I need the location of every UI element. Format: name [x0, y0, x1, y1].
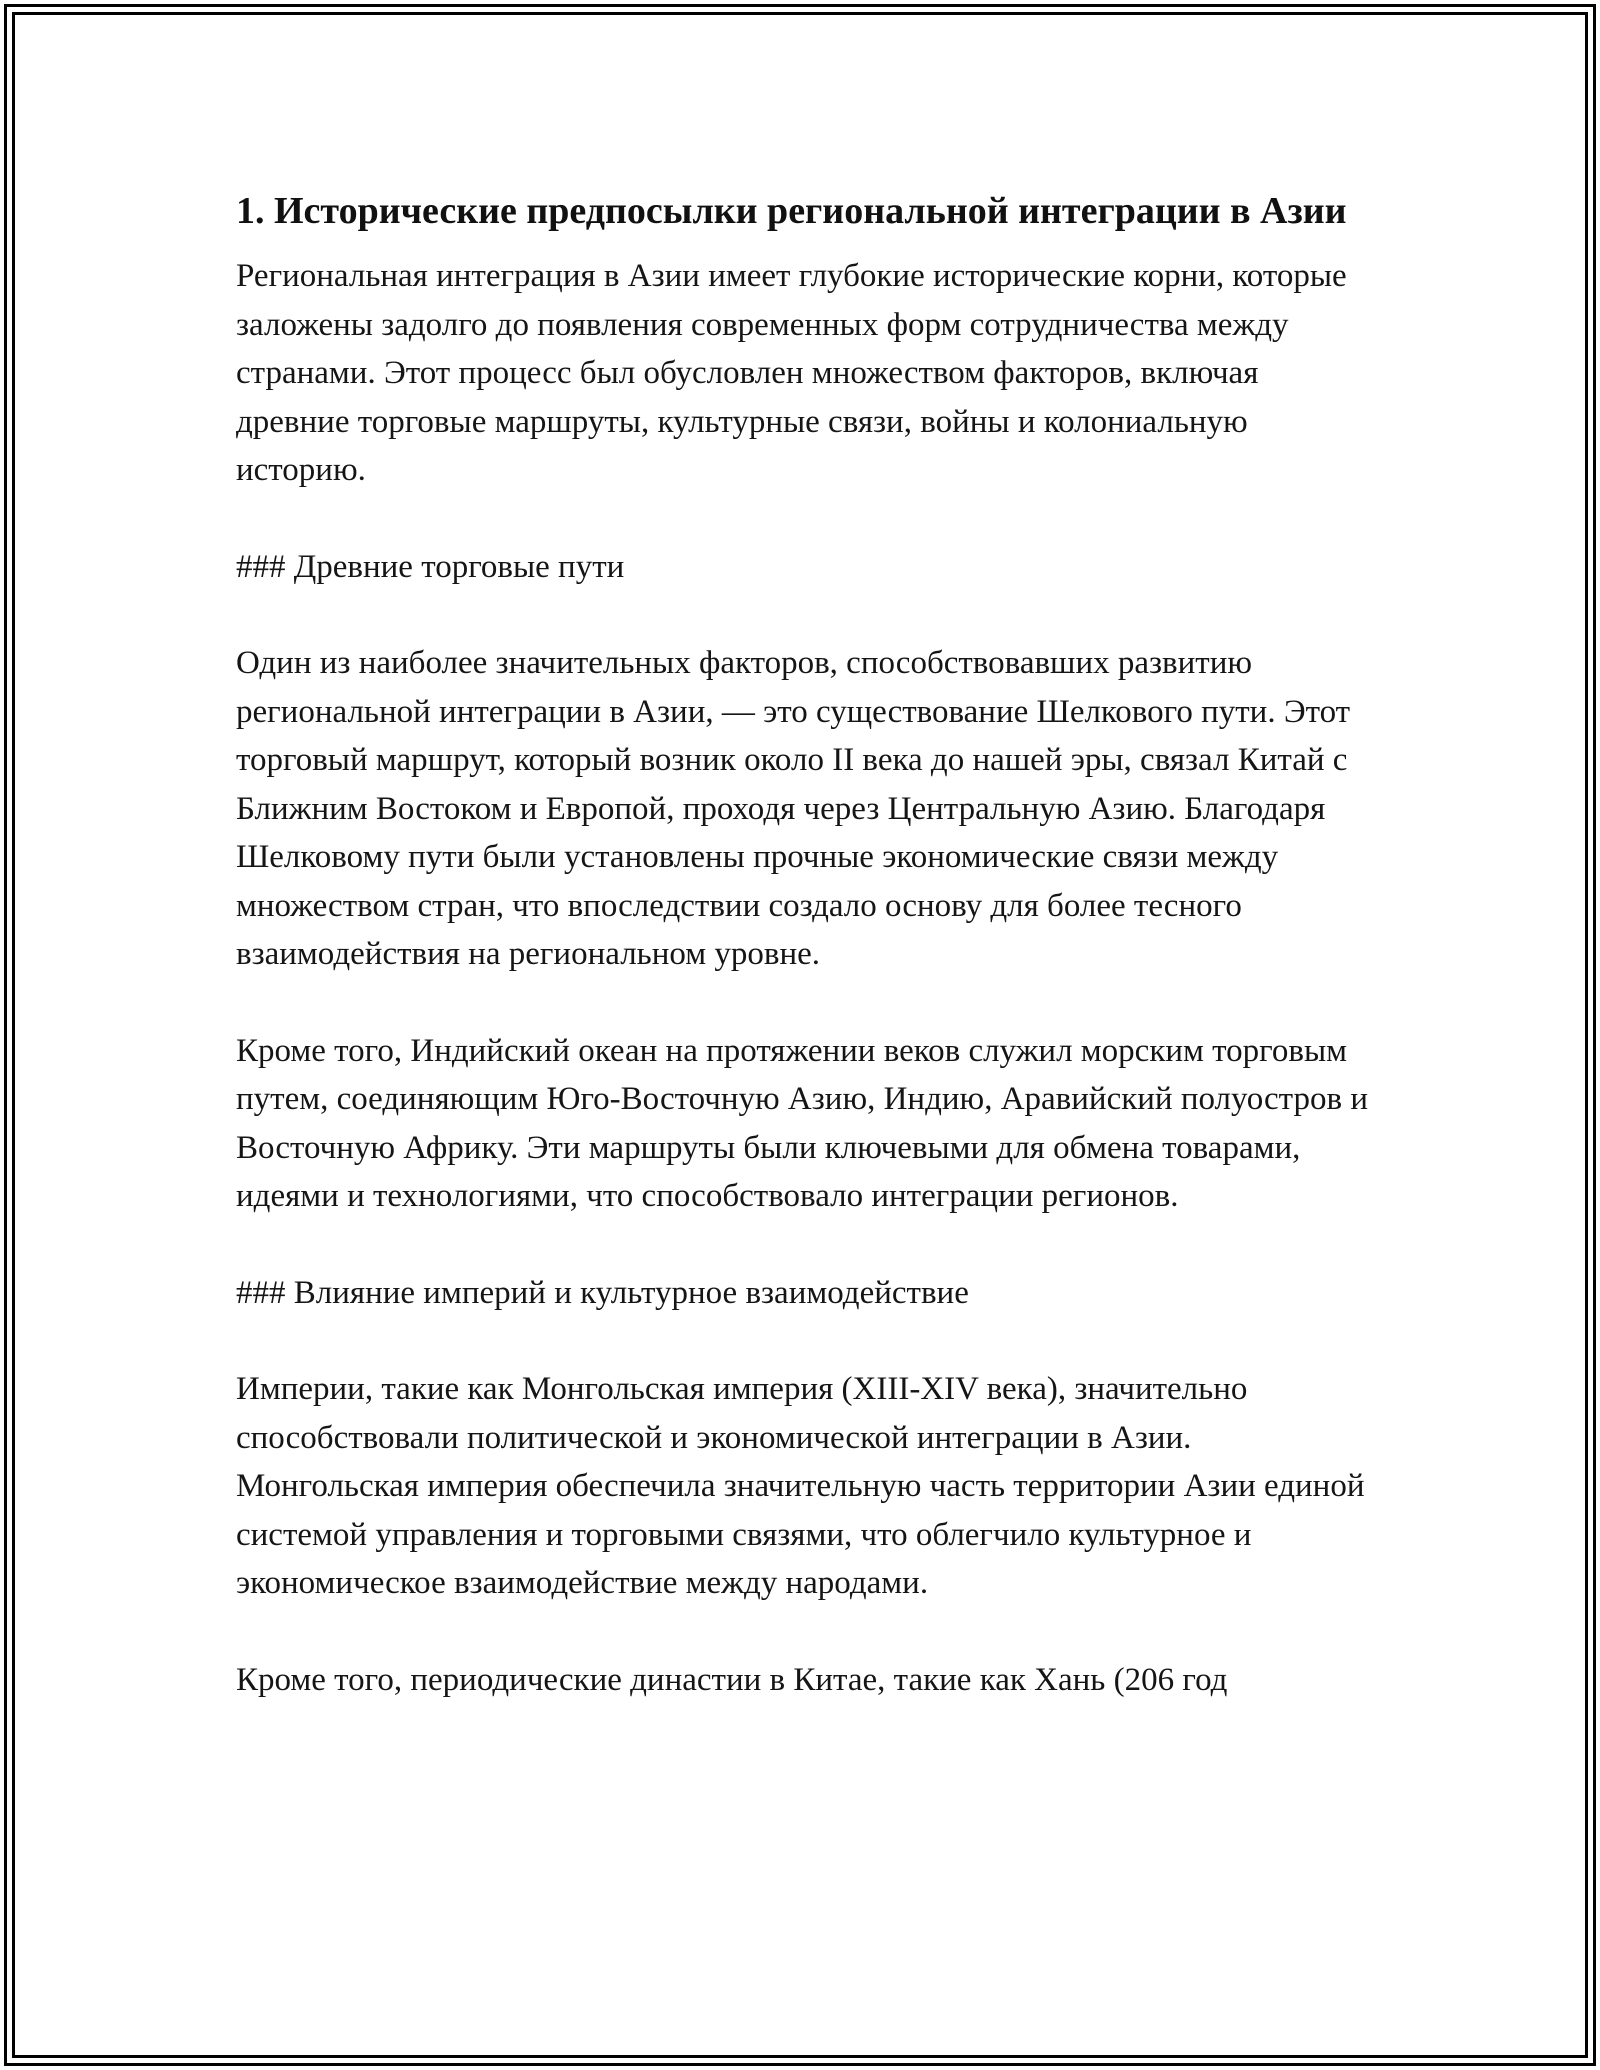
paragraph-silk-road: Один из наиболее значительных факторов, способствовавших развитию региональной интеграции в Азии, — это существование Шелкового пути. Этот торговый маршрут, который возник около II века до нашей эры, связал Китай с Ближним Востоком и Европой, проходя через Центральную Азию. Благодаря Шелковому пути были установлены прочные экономические связи между множеством стран, что впоследствии создало основу для более тесного взаимодействия на региональном уровне. [236, 645, 1351, 972]
subheading-trade-routes: ### Древние торговые пути [236, 548, 625, 585]
section-title: 1. Исторические предпосылки региональной интеграции в Азии [236, 190, 1347, 232]
document-body [236, 184, 1376, 1752]
paragraph-intro: Региональная интеграция в Азии имеет глубокие исторические корни, которые заложены задолго до появления современных форм сотрудничества между странами. Этот процесс был обусловлен множеством факторов, включая древние торговые маршруты, культурные связи, войны и колониальную историю. [236, 258, 1347, 488]
subheading-empires: ### Влияние империй и культурное взаимодействие [236, 1274, 969, 1311]
paragraph-china-dynasties: Кроме того, периодические династии в Китае, такие как Хань (206 год [236, 1661, 1228, 1698]
paragraph-mongol-empire: Империи, такие как Монгольская империя (XIII-XIV века), значительно способствовали политической и экономической интеграции в Азии. Монгольская империя обеспечила значительную часть территории Азии единой системой управления и торговыми связями, что облегчило культурное и экономическое взаимодействие между народами. [236, 1371, 1365, 1601]
paragraph-indian-ocean: Кроме того, Индийский океан на протяжении веков служил морским торговым путем, соединяющим Юго-Восточную Азию, Индию, Аравийский полуостров и Восточную Африку. Эти маршруты были ключевыми для обмена товарами, идеями и технологиями, что способствовало интеграции регионов. [236, 1032, 1368, 1214]
